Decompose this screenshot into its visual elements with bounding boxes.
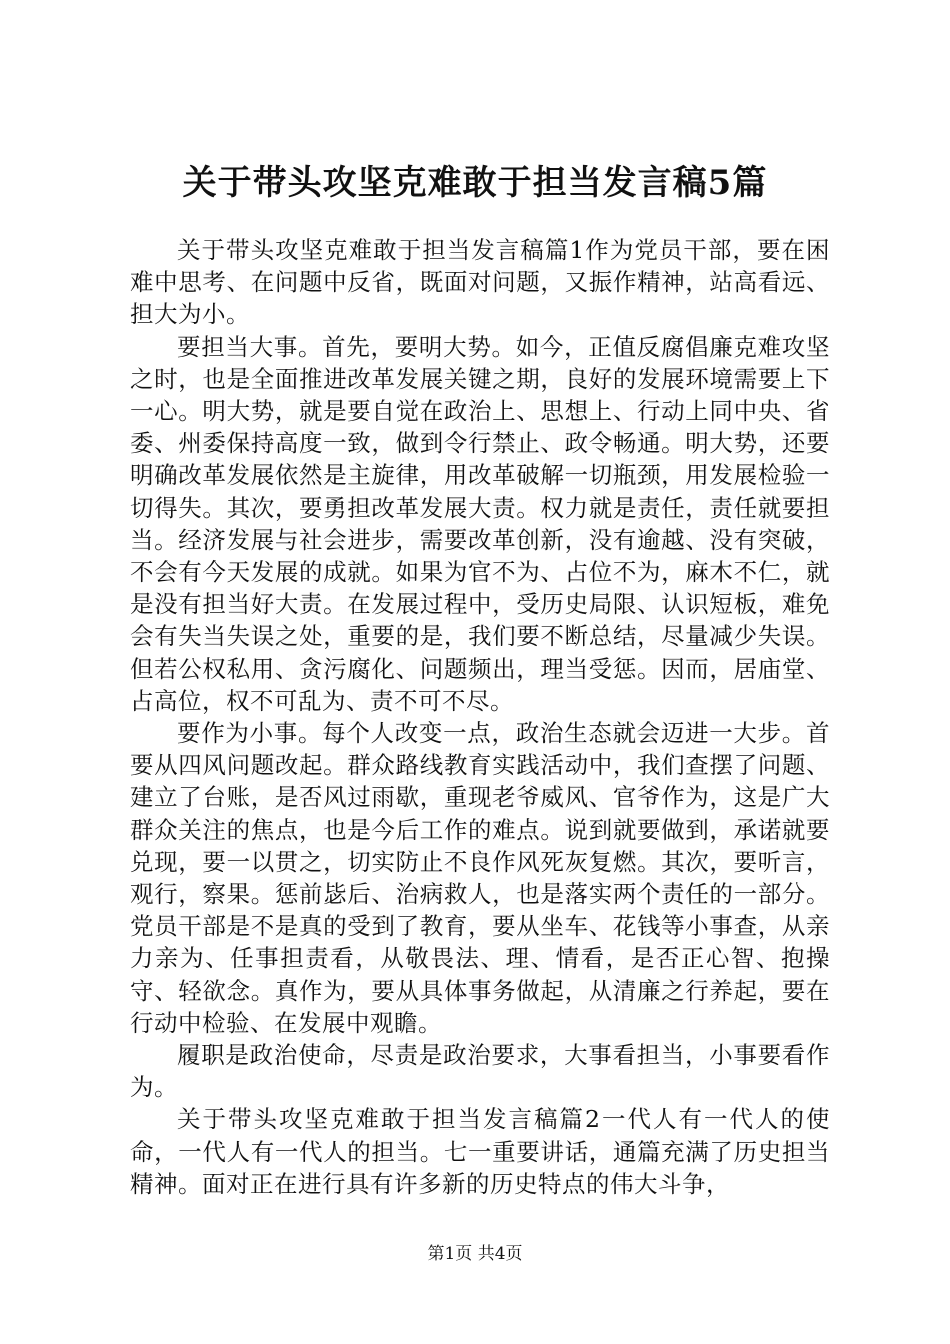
document-body: [130, 234, 830, 1200]
page-footer: 第1页 共4页: [427, 1244, 523, 1264]
paragraph-3: 要作为小事。每个人改变一点，政治生态就会迈进一大步。首要从四风问题改起。群众路线教育实践活动中，我们查摆了问题、建立了台账，是否风过雨歇，重现老爷威风、官爷作为，这是广大群众关注的焦点，也是今后工作的难点。说到就要做到，承诺就要兑现，要一以贯之，切实防止不良作风死灰复燃。其次，要听言，观行，察果。惩前毖后、治病救人，也是落实两个责任的一部分。党员干部是不是真的受到了教育，要从坐车、花钱等小事查，从亲力亲为、任事担责看，从敬畏法、理、情看，是否正心智、抱操守、轻欲念。真作为，要从具体事务做起，从清廉之行养起，要在行动中检验、在发展中观瞻。: [130, 719, 830, 1037]
paragraph-4: 履职是政治使命，尽责是政治要求，大事看担当，小事要看作为。: [130, 1041, 830, 1102]
paragraph-2: 要担当大事。首先，要明大势。如今，正值反腐倡廉克难攻坚之时，也是全面推进改革发展关键之期，良好的发展环境需要上下一心。明大势，就是要自觉在政治上、思想上、行动上同中央、省委、州委保持高度一致，做到令行禁止、政令畅通。明大势，还要明确改革发展依然是主旋律，用改革破解一切瓶颈，用发展检验一切得失。其次，要勇担改革发展大责。权力就是责任，责任就要担当。经济发展与社会进步，需要改革创新，没有逾越、没有突破，不会有今天发展的成就。如果为官不为、占位不为，麻木不仁，就是没有担当好大责。在发展过程中，受历史局限、认识短板，难免会有失当失误之处，重要的是，我们要不断总结，尽量减少失误。但若公权私用、贪污腐化、问题频出，理当受惩。因而，居庙堂、占高位，权不可乱为、责不可不尽。: [130, 332, 830, 715]
document-title: 关于带头攻坚克难敢于担当发言稿5篇: [182, 163, 768, 203]
paragraph-1: 关于带头攻坚克难敢于担当发言稿篇1作为党员干部，要在困难中思考、在问题中反省，既面对问题，又振作精神，站高看远、担大为小。: [130, 236, 830, 329]
paragraph-5: 关于带头攻坚克难敢于担当发言稿篇2一代人有一代人的使命，一代人有一代人的担当。七一重要讲话，通篇充满了历史担当精神。面对正在进行具有许多新的历史特点的伟大斗争，: [130, 1105, 830, 1198]
